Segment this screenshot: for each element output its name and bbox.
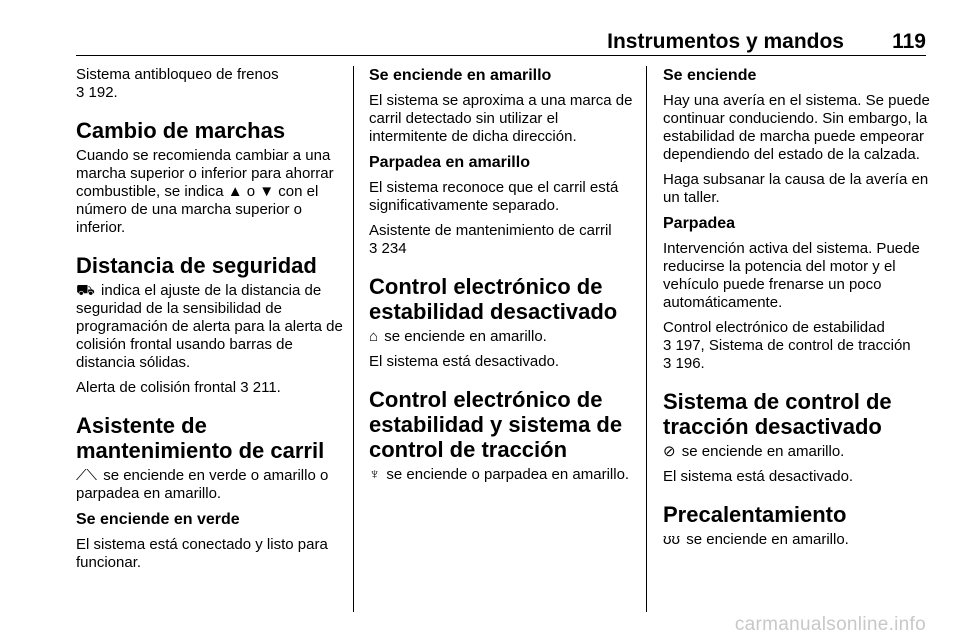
traction-off-icon: ⊘ [663, 443, 676, 460]
paragraph-enciende-1: Hay una avería en el sistema. Se puede continuar conduciendo. Sin embargo, la estabilidad de marcha puede empeorar dependiendo del estado de la calzada. [663, 92, 930, 163]
watermark: carmanualsonline.info [734, 614, 926, 635]
following-distance-icon: ⛟ [76, 282, 95, 299]
paragraph-alerta: Alerta de colisión frontal 3 211. [76, 379, 281, 396]
esc-off-icon: ⌂ [369, 328, 379, 345]
paragraph-precal: ʊʊ se enciende en amarillo. [663, 531, 849, 548]
heading-distancia-seguridad: Distancia de seguridad [76, 253, 317, 278]
paragraph-enciende-2: Haga subsanar la causa de la avería en un taller. [663, 171, 929, 206]
page-number: 119 [892, 30, 926, 53]
paragraph-distancia: ⛟ indica el ajuste de la distancia de seguridad de la sensibilidad de programación de alerta para la alerta de colisión frontal usando barras de distancia sólidas. [76, 282, 343, 371]
heading-esc-desactivado: Control electrónico de estabilidad desactivado [369, 274, 618, 324]
column-3 [663, 66, 931, 556]
paragraph-amarillo: El sistema se aproxima a una marca de carril detectado sin utilizar el intermitente de dicha dirección. [369, 92, 633, 145]
paragraph-esc-off-2: El sistema está desactivado. [369, 353, 560, 370]
paragraph-verde: El sistema está conectado y listo para funcionar. [76, 536, 328, 571]
paragraph-parpadea-3: Intervención activa del sistema. Puede reducirse la potencia del motor y el vehículo puede frenarse un poco automáticamente. [663, 240, 920, 311]
paragraph-tc-off-2: El sistema está desactivado. [663, 468, 854, 485]
subheading-se-enciende: Se enciende [663, 67, 757, 84]
subheading-parpadea: Parpadea [663, 215, 736, 232]
heading-asistente-carril: Asistente de mantenimiento de carril [76, 413, 325, 463]
paragraph-esc-off-1: ⌂ se enciende en amarillo. [369, 328, 547, 345]
glow-plug-icon: ʊʊ [663, 531, 681, 548]
paragraph-esc-tc: ♆ se enciende o parpadea en amarillo. [369, 466, 630, 483]
paragraph-asistente: ⟋⟍ se enciende en verde o amarillo o parpadea en amarillo. [76, 467, 329, 502]
column-2 [369, 66, 637, 491]
paragraph-tc-off-1: ⊘ se enciende en amarillo. [663, 443, 845, 460]
column-1 [76, 66, 344, 579]
lane-keep-icon: ⟋⟍ [76, 467, 98, 484]
paragraph-asistente-ref: Asistente de mantenimiento de carril 3 234 [369, 222, 612, 257]
page-header [76, 24, 926, 56]
heading-esc-traccion: Control electrónico de estabilidad y sistema de control de tracción [369, 387, 623, 462]
paragraph-control-ref: Control electrónico de estabilidad 3 197, Sistema de control de tracción 3 196. [663, 319, 911, 372]
heading-tc-desactivado: Sistema de control de tracción desactivado [663, 389, 892, 439]
paragraph-parpadea: El sistema reconoce que el carril está significativamente separado. [369, 179, 619, 214]
heading-precalentamiento: Precalentamiento [663, 502, 847, 527]
subheading-parpadea-amarillo: Parpadea en amarillo [369, 154, 530, 171]
esc-skid-icon: ♆ [369, 466, 381, 483]
section-title: Instrumentos y mandos [607, 30, 844, 53]
header-rule [76, 55, 926, 56]
subheading-amarillo: Se enciende en amarillo [369, 67, 552, 84]
column-divider [353, 66, 354, 612]
subheading-verde: Se enciende en verde [76, 511, 240, 528]
abs-reference: Sistema antibloqueo de frenos 3 192. [76, 66, 279, 101]
column-divider [646, 66, 647, 612]
paragraph-cambio: Cuando se recomienda cambiar a una marcha superior o inferior para ahorrar combustible, se indica ▲ o ▼ con el número de una marcha superior o inferior. [76, 147, 334, 236]
heading-cambio-marchas: Cambio de marchas [76, 118, 286, 143]
